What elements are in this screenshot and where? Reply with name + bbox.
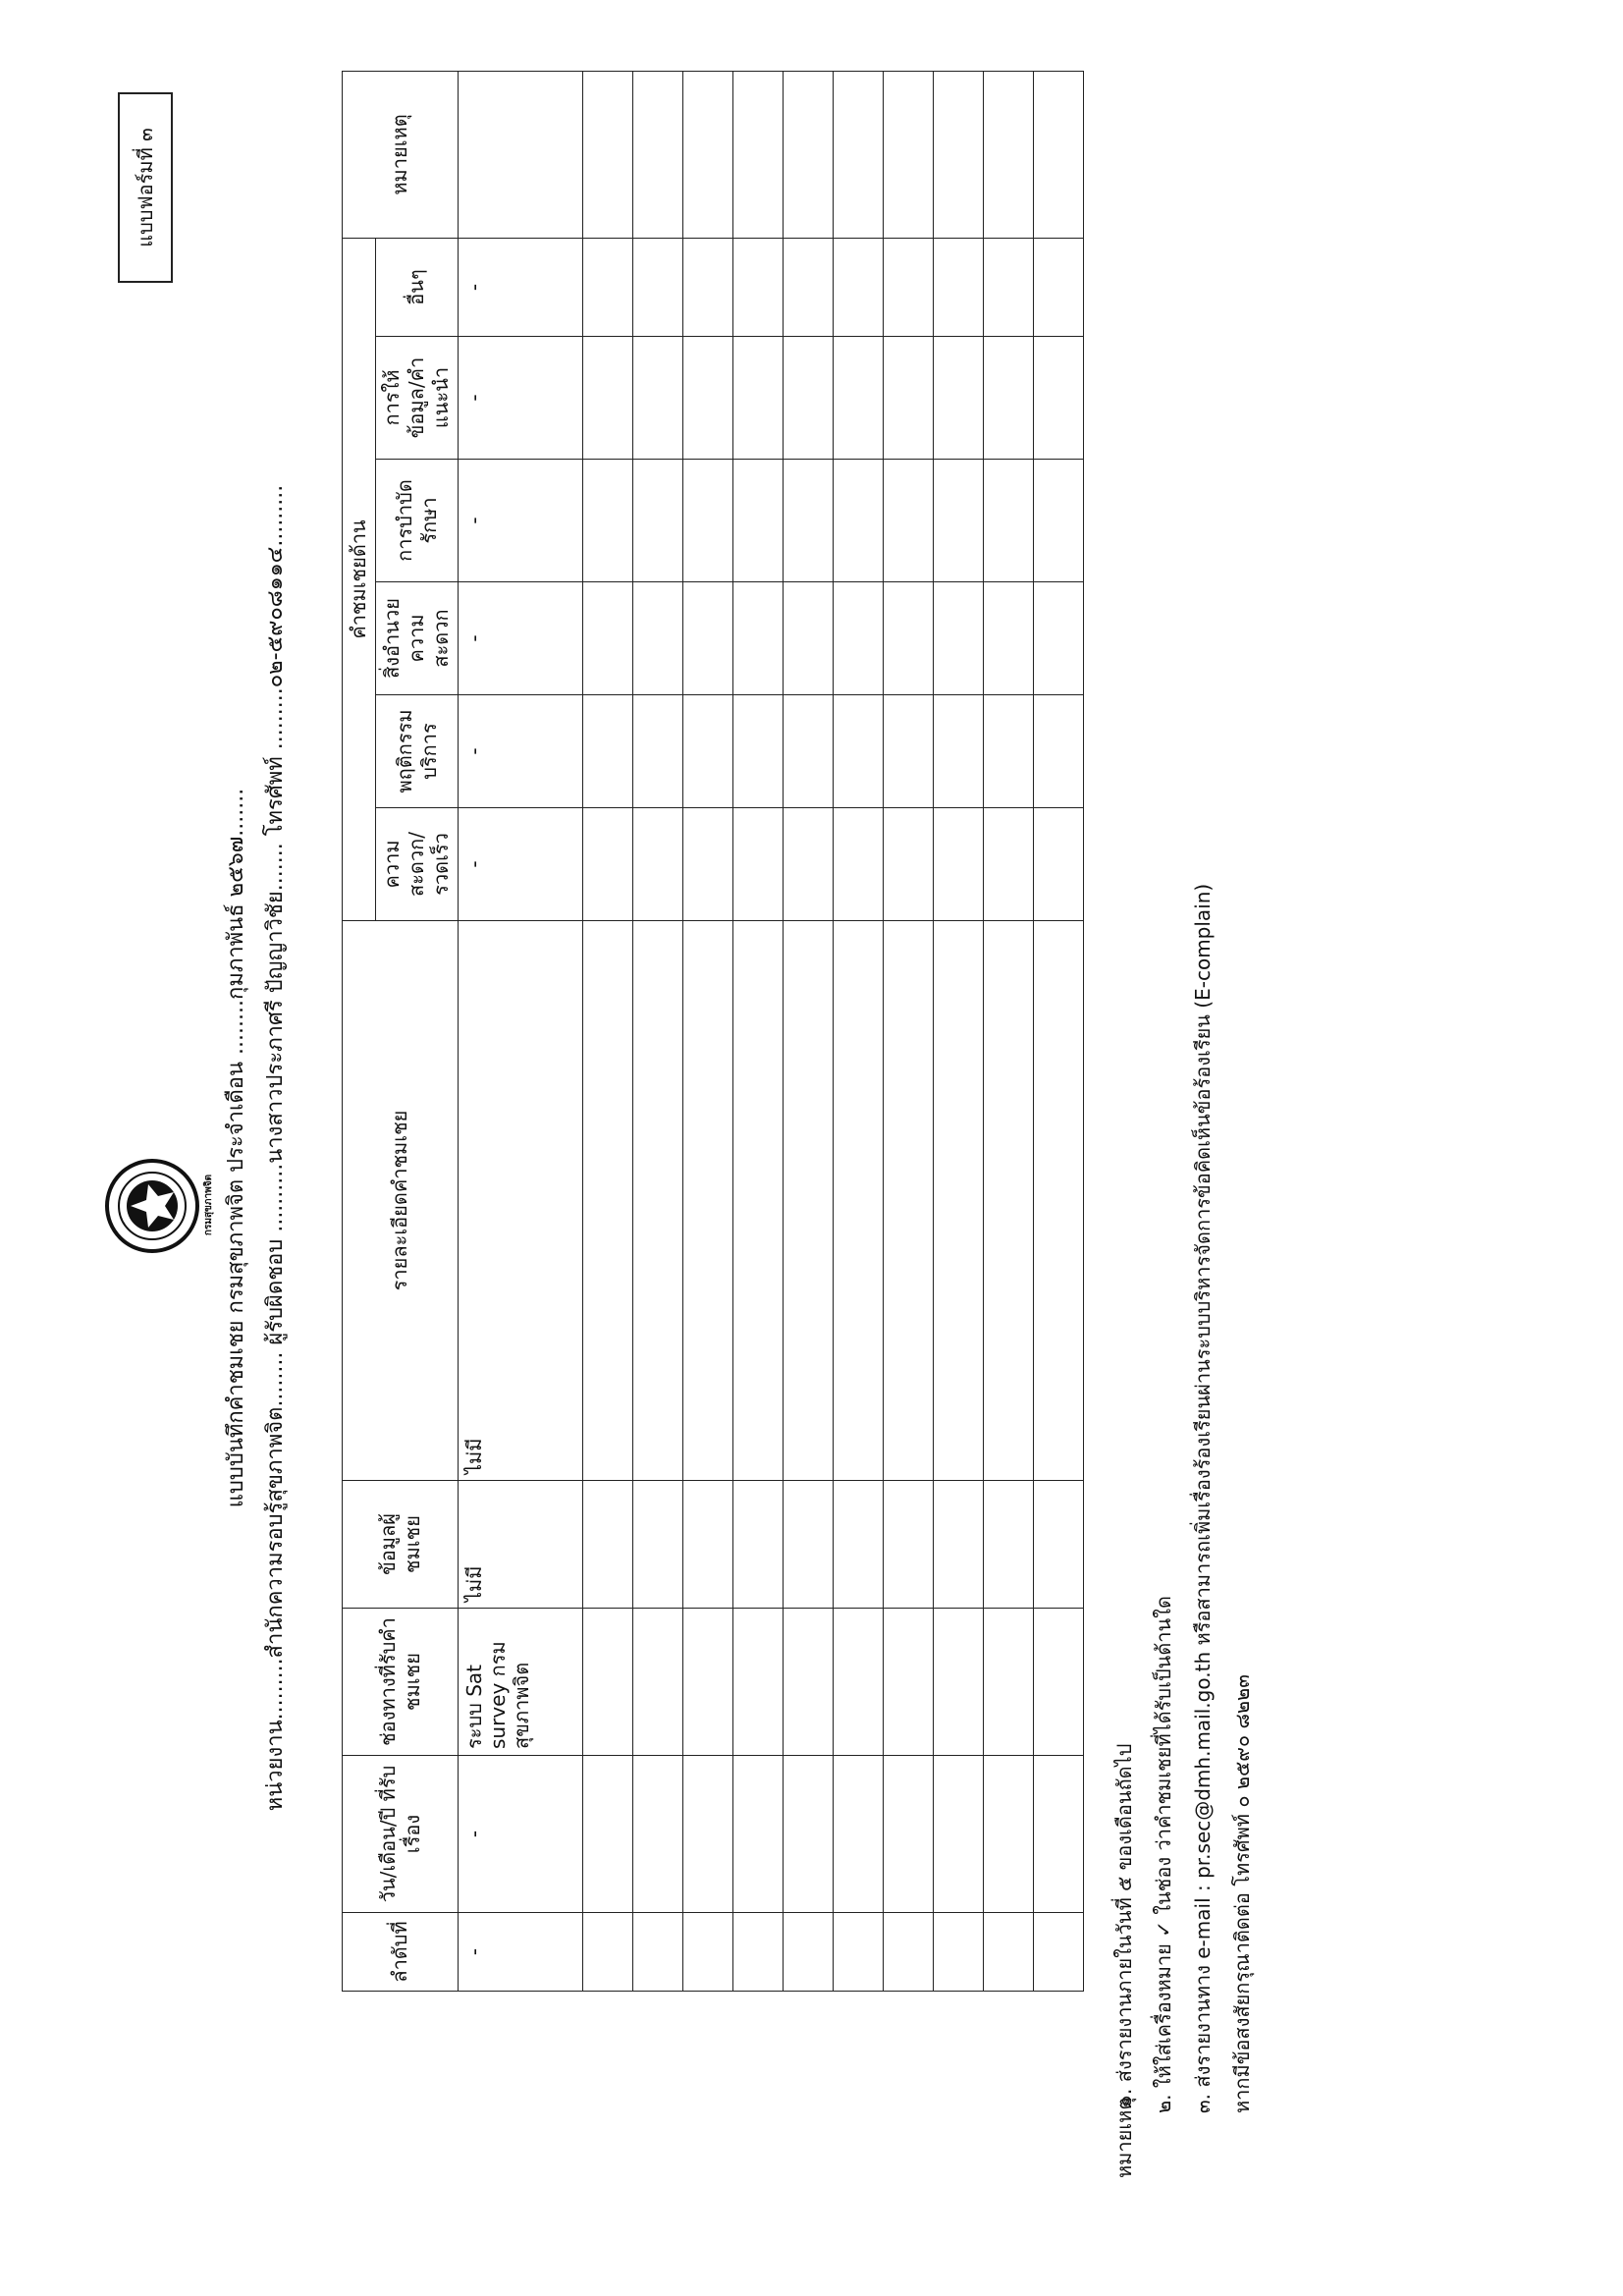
header-details: รายละเอียดคำชมเชย <box>343 921 459 1481</box>
header-aspect-group: คำชมเชยด้าน <box>343 238 376 920</box>
empty-cell <box>683 337 733 460</box>
header-date: วัน/เดือน/ปี ที่รับเรื่อง <box>343 1756 459 1913</box>
empty-cell <box>834 1756 884 1913</box>
table-row-empty <box>683 71 733 1991</box>
empty-cell <box>834 695 884 808</box>
cell-aspect-behavior: - <box>459 695 583 808</box>
cell-date: - <box>459 1756 583 1913</box>
empty-cell <box>733 337 784 460</box>
empty-cell <box>984 582 1034 695</box>
empty-cell <box>784 1756 834 1913</box>
header-remarks: หมายเหตุ <box>343 71 459 238</box>
cell-details: ไม่มี <box>459 921 583 1481</box>
empty-cell <box>934 695 984 808</box>
empty-cell <box>984 808 1034 921</box>
empty-cell <box>733 1913 784 1992</box>
note-item: ๒. ให้ใส่เครื่องหมาย ✓ ในช่อง ว่าคำชมเชยที่ได้รับเป็นด้านใด <box>1152 1596 1175 2113</box>
empty-cell <box>884 337 934 460</box>
empty-cell <box>834 1913 884 1992</box>
empty-cell <box>733 808 784 921</box>
empty-cell <box>583 337 633 460</box>
empty-cell <box>583 238 633 336</box>
empty-cell <box>984 1481 1034 1609</box>
table-row-empty <box>784 71 834 1991</box>
empty-cell <box>984 695 1034 808</box>
empty-cell <box>583 1481 633 1609</box>
empty-cell <box>733 238 784 336</box>
empty-cell <box>583 921 633 1481</box>
empty-cell <box>834 1481 884 1609</box>
note-item <box>1105 214 1144 2178</box>
empty-cell <box>984 1913 1034 1992</box>
header-aspect-behavior: พฤติกรรมบริการ <box>376 695 459 808</box>
table-row-empty <box>1034 71 1084 1991</box>
empty-cell <box>733 1609 784 1756</box>
empty-cell <box>1034 1481 1084 1609</box>
empty-rows <box>583 71 1084 1991</box>
empty-cell <box>784 921 834 1481</box>
empty-cell <box>633 71 683 238</box>
header-aspect-treatment: การบำบัดรักษา <box>376 460 459 582</box>
empty-cell <box>1034 460 1084 582</box>
form-title: แบบบันทึกคำชมเชย กรมสุขภาพจิต ประจำเดือน ........กุมภาพันธ์ ๒๕๖๗....... <box>224 788 248 1508</box>
empty-cell <box>934 238 984 336</box>
form-number-badge: แบบฟอร์มที่ ๓ <box>118 92 173 283</box>
empty-cell <box>733 71 784 238</box>
empty-cell <box>683 1756 733 1913</box>
cell-aspect-facilities: - <box>459 582 583 695</box>
empty-cell <box>733 921 784 1481</box>
empty-cell <box>984 238 1034 336</box>
cell-aspect-information: - <box>459 337 583 460</box>
header-complimenter: ข้อมูลผู้ชมเชย <box>343 1481 459 1609</box>
empty-cell <box>733 695 784 808</box>
empty-cell <box>633 582 683 695</box>
header-aspect-other: อื่นๆ <box>376 238 459 336</box>
empty-cell <box>934 808 984 921</box>
empty-cell <box>784 695 834 808</box>
empty-cell <box>583 1756 633 1913</box>
empty-cell <box>1034 71 1084 238</box>
cell-channel: ระบบ Sat survey กรมสุขภาพจิต <box>459 1609 583 1756</box>
empty-cell <box>633 1481 683 1609</box>
table-row-empty <box>934 71 984 1991</box>
empty-cell <box>934 337 984 460</box>
cell-remarks <box>459 71 583 238</box>
empty-cell <box>784 1913 834 1992</box>
note-item: ๓. ส่งรายงานทาง e-mail : pr.sec@dmh.mail.go.th หรือสามารถเพิ่มเรื่องร้องเรียนผ่านระบบบริหารจัดการข้อคิดเห็นข้อร้องเรียน (E-complain) <box>1191 883 1215 2113</box>
empty-cell <box>884 1609 934 1756</box>
empty-cell <box>834 460 884 582</box>
empty-cell <box>1034 808 1084 921</box>
table-row-empty <box>984 71 1034 1991</box>
empty-cell <box>683 238 733 336</box>
empty-cell <box>884 582 934 695</box>
table-row-empty <box>733 71 784 1991</box>
empty-cell <box>884 1481 934 1609</box>
note-item: หากมีข้อสงสัยกรุณาติดต่อ โทรศัพท์ ๐ ๒๕๙๐ ๘๒๒๓ <box>1230 1674 1254 2113</box>
empty-cell <box>984 921 1034 1481</box>
empty-cell <box>1034 238 1084 336</box>
empty-cell <box>934 582 984 695</box>
header-aspect-speed: ความสะดวก/รวดเร็ว <box>376 808 459 921</box>
empty-cell <box>984 460 1034 582</box>
empty-cell <box>884 921 934 1481</box>
empty-cell <box>683 808 733 921</box>
empty-cell <box>683 1609 733 1756</box>
empty-cell <box>934 1609 984 1756</box>
empty-cell <box>683 1481 733 1609</box>
compliment-table <box>342 72 1084 1992</box>
empty-cell <box>583 460 633 582</box>
empty-cell <box>733 582 784 695</box>
empty-cell <box>884 808 934 921</box>
empty-cell <box>784 71 834 238</box>
header-no: ลำดับที่ <box>343 1913 459 1992</box>
empty-cell <box>934 1756 984 1913</box>
empty-cell <box>683 71 733 238</box>
table-row <box>459 71 583 1991</box>
empty-cell <box>834 71 884 238</box>
empty-cell <box>934 1913 984 1992</box>
empty-cell <box>633 695 683 808</box>
empty-cell <box>834 582 884 695</box>
empty-cell <box>683 695 733 808</box>
empty-cell <box>784 1609 834 1756</box>
header-channel: ช่องทางที่รับคำชมเชย <box>343 1609 459 1756</box>
empty-cell <box>583 808 633 921</box>
empty-cell <box>884 695 934 808</box>
empty-cell <box>934 71 984 238</box>
empty-cell <box>633 921 683 1481</box>
empty-cell <box>984 1756 1034 1913</box>
empty-cell <box>1034 337 1084 460</box>
empty-cell <box>633 1756 683 1913</box>
table-row-empty <box>834 71 884 1991</box>
empty-cell <box>884 238 934 336</box>
empty-cell <box>1034 695 1084 808</box>
empty-cell <box>583 1913 633 1992</box>
empty-cell <box>784 1481 834 1609</box>
table-row-empty <box>633 71 683 1991</box>
empty-cell <box>834 337 884 460</box>
empty-cell <box>784 582 834 695</box>
empty-cell <box>583 582 633 695</box>
cell-no: - <box>459 1913 583 1992</box>
empty-cell <box>834 1609 884 1756</box>
empty-cell <box>683 921 733 1481</box>
empty-cell <box>1034 1609 1084 1756</box>
cell-aspect-other: - <box>459 238 583 336</box>
empty-cell <box>834 808 884 921</box>
logo-caption: กรมสุขภาพจิต <box>203 1174 214 1236</box>
empty-cell <box>784 238 834 336</box>
empty-cell <box>633 808 683 921</box>
empty-cell <box>784 808 834 921</box>
notes-section <box>1105 214 1262 2178</box>
empty-cell <box>884 71 934 238</box>
empty-cell <box>733 1481 784 1609</box>
empty-cell <box>934 921 984 1481</box>
empty-cell <box>633 337 683 460</box>
cell-aspect-treatment: - <box>459 460 583 582</box>
empty-cell <box>784 460 834 582</box>
empty-cell <box>633 1609 683 1756</box>
empty-cell <box>683 582 733 695</box>
department-logo <box>98 1157 206 1255</box>
empty-cell <box>984 337 1034 460</box>
empty-cell <box>583 1609 633 1756</box>
unit-header: หน่วยงาน.........สำนักความรอบรู้สุขภาพจิต........ ผู้รับผิดชอบ ..........นางสาวประภาศรี ปัญญาวิชัย....... โทรศัพท์ .........๐๒-๕๙๐๘๑๑๔......... <box>263 484 288 1812</box>
empty-cell <box>733 460 784 582</box>
empty-cell <box>1034 921 1084 1481</box>
empty-cell <box>583 71 633 238</box>
empty-cell <box>633 460 683 582</box>
empty-cell <box>884 1756 934 1913</box>
empty-cell <box>934 1481 984 1609</box>
empty-cell <box>884 460 934 582</box>
empty-cell <box>984 1609 1034 1756</box>
empty-cell <box>683 460 733 582</box>
empty-cell <box>733 1756 784 1913</box>
empty-cell <box>1034 1756 1084 1913</box>
empty-cell <box>633 238 683 336</box>
header-aspect-facilities: สิ่งอำนวยความสะดวก <box>376 582 459 695</box>
cell-aspect-speed: - <box>459 808 583 921</box>
empty-cell <box>934 460 984 582</box>
empty-cell <box>1034 582 1084 695</box>
table-row-empty <box>884 71 934 1991</box>
empty-cell <box>984 71 1034 238</box>
empty-cell <box>884 1913 934 1992</box>
empty-cell <box>834 921 884 1481</box>
empty-cell <box>784 337 834 460</box>
empty-cell <box>683 1913 733 1992</box>
note-text: ๑. ส่งรายงานภายในวันที่ ๕ ของเดือนถัดไป <box>1112 1743 1136 2107</box>
table-row-empty <box>583 71 633 1991</box>
empty-cell <box>583 695 633 808</box>
notes-label: หมายเหตุ <box>1112 2097 1136 2178</box>
empty-cell <box>834 238 884 336</box>
empty-cell <box>633 1913 683 1992</box>
header-aspect-information: การให้ข้อมูล/คำแนะนำ <box>376 337 459 460</box>
cell-complimenter: ไม่มี <box>459 1481 583 1609</box>
empty-cell <box>1034 1913 1084 1992</box>
